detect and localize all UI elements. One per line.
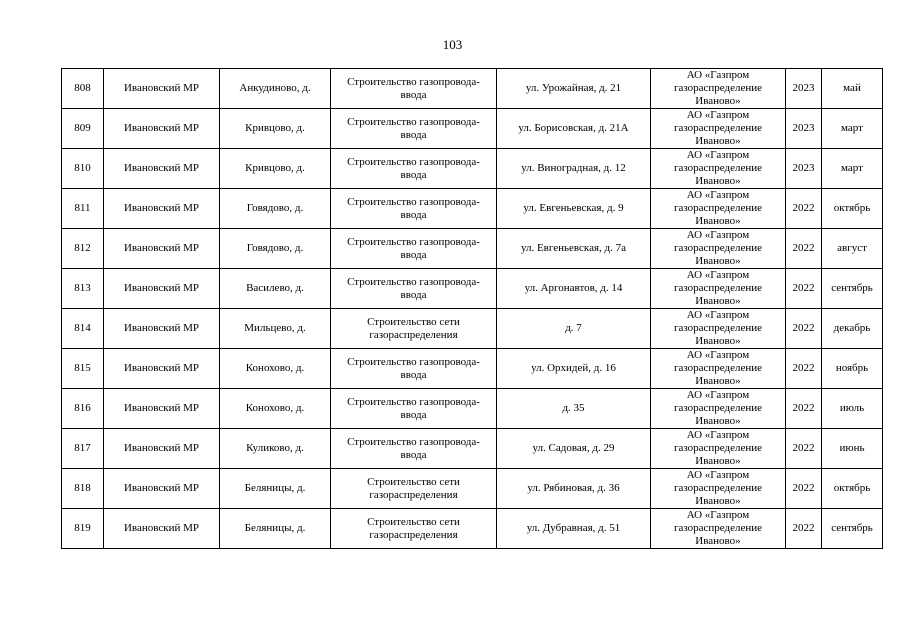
work-type-cell: Строительство газопровода- ввода xyxy=(331,109,497,149)
address-cell: ул. Садовая, д. 29 xyxy=(497,429,651,469)
month-cell: ноябрь xyxy=(822,349,883,389)
row-number: 811 xyxy=(62,189,104,229)
address-cell: ул. Аргонавтов, д. 14 xyxy=(497,269,651,309)
district-cell: Ивановский МР xyxy=(104,469,220,509)
work-type-cell: Строительство газопровода- ввода xyxy=(331,429,497,469)
year-cell: 2022 xyxy=(786,509,822,549)
month-cell: октябрь xyxy=(822,189,883,229)
district-cell: Ивановский МР xyxy=(104,349,220,389)
work-type-cell: Строительство сети газораспределения xyxy=(331,469,497,509)
work-type-cell: Строительство сети газораспределения xyxy=(331,509,497,549)
locality-cell: Конохово, д. xyxy=(220,349,331,389)
table-row xyxy=(62,69,883,109)
address-cell: д. 7 xyxy=(497,309,651,349)
month-cell: июль xyxy=(822,389,883,429)
address-cell: ул. Евгеньевская, д. 9 xyxy=(497,189,651,229)
year-cell: 2022 xyxy=(786,309,822,349)
table-row xyxy=(62,509,883,549)
work-type-cell: Строительство газопровода- ввода xyxy=(331,349,497,389)
address-cell: ул. Виноградная, д. 12 xyxy=(497,149,651,189)
work-type-cell: Строительство газопровода- ввода xyxy=(331,149,497,189)
owner-cell: АО «Газпром газораспределение Иваново» xyxy=(651,429,786,469)
table-row xyxy=(62,389,883,429)
row-number: 812 xyxy=(62,229,104,269)
locality-cell: Кривцово, д. xyxy=(220,149,331,189)
row-number: 816 xyxy=(62,389,104,429)
locality-cell: Анкудиново, д. xyxy=(220,69,331,109)
month-cell: сентябрь xyxy=(822,269,883,309)
owner-cell: АО «Газпром газораспределение Иваново» xyxy=(651,149,786,189)
locality-cell: Говядово, д. xyxy=(220,229,331,269)
locality-cell: Кривцово, д. xyxy=(220,109,331,149)
page-number: 103 xyxy=(442,37,463,52)
table-row xyxy=(62,149,883,189)
year-cell: 2023 xyxy=(786,109,822,149)
locality-cell: Василево, д. xyxy=(220,269,331,309)
year-cell: 2022 xyxy=(786,189,822,229)
row-number: 809 xyxy=(62,109,104,149)
year-cell: 2022 xyxy=(786,429,822,469)
row-number: 814 xyxy=(62,309,104,349)
district-cell: Ивановский МР xyxy=(104,149,220,189)
work-type-cell: Строительство газопровода- ввода xyxy=(331,69,497,109)
month-cell: март xyxy=(822,149,883,189)
month-cell: март xyxy=(822,109,883,149)
district-cell: Ивановский МР xyxy=(104,309,220,349)
table-row xyxy=(62,269,883,309)
table-body xyxy=(62,69,883,549)
table-row xyxy=(62,469,883,509)
owner-cell: АО «Газпром газораспределение Иваново» xyxy=(651,389,786,429)
address-cell: ул. Урожайная, д. 21 xyxy=(497,69,651,109)
month-cell: сентябрь xyxy=(822,509,883,549)
address-cell: ул. Евгеньевская, д. 7а xyxy=(497,229,651,269)
owner-cell: АО «Газпром газораспределение Иваново» xyxy=(651,469,786,509)
district-cell: Ивановский МР xyxy=(104,189,220,229)
work-type-cell: Строительство газопровода- ввода xyxy=(331,269,497,309)
address-cell: ул. Дубравная, д. 51 xyxy=(497,509,651,549)
month-cell: май xyxy=(822,69,883,109)
year-cell: 2023 xyxy=(786,69,822,109)
table-row xyxy=(62,189,883,229)
locality-cell: Куликово, д. xyxy=(220,429,331,469)
row-number: 817 xyxy=(62,429,104,469)
address-cell: ул. Орхидей, д. 16 xyxy=(497,349,651,389)
gasification-table xyxy=(61,68,883,549)
table-row xyxy=(62,429,883,469)
work-type-cell: Строительство газопровода- ввода xyxy=(331,229,497,269)
district-cell: Ивановский МР xyxy=(104,429,220,469)
owner-cell: АО «Газпром газораспределение Иваново» xyxy=(651,69,786,109)
row-number: 813 xyxy=(62,269,104,309)
address-cell: ул. Рябиновая, д. 36 xyxy=(497,469,651,509)
district-cell: Ивановский МР xyxy=(104,389,220,429)
table-row xyxy=(62,109,883,149)
month-cell: июнь xyxy=(822,429,883,469)
owner-cell: АО «Газпром газораспределение Иваново» xyxy=(651,229,786,269)
row-number: 818 xyxy=(62,469,104,509)
row-number: 819 xyxy=(62,509,104,549)
row-number: 815 xyxy=(62,349,104,389)
year-cell: 2022 xyxy=(786,349,822,389)
locality-cell: Говядово, д. xyxy=(220,189,331,229)
locality-cell: Беляницы, д. xyxy=(220,469,331,509)
month-cell: декабрь xyxy=(822,309,883,349)
owner-cell: АО «Газпром газораспределение Иваново» xyxy=(651,269,786,309)
district-cell: Ивановский МР xyxy=(104,509,220,549)
district-cell: Ивановский МР xyxy=(104,229,220,269)
address-cell: ул. Борисовская, д. 21А xyxy=(497,109,651,149)
district-cell: Ивановский МР xyxy=(104,269,220,309)
work-type-cell: Строительство газопровода- ввода xyxy=(331,389,497,429)
owner-cell: АО «Газпром газораспределение Иваново» xyxy=(651,109,786,149)
month-cell: август xyxy=(822,229,883,269)
locality-cell: Конохово, д. xyxy=(220,389,331,429)
table-row xyxy=(62,309,883,349)
address-cell: д. 35 xyxy=(497,389,651,429)
work-type-cell: Строительство газопровода- ввода xyxy=(331,189,497,229)
year-cell: 2022 xyxy=(786,389,822,429)
owner-cell: АО «Газпром газораспределение Иваново» xyxy=(651,189,786,229)
row-number: 808 xyxy=(62,69,104,109)
year-cell: 2022 xyxy=(786,229,822,269)
owner-cell: АО «Газпром газораспределение Иваново» xyxy=(651,509,786,549)
district-cell: Ивановский МР xyxy=(104,69,220,109)
year-cell: 2022 xyxy=(786,269,822,309)
owner-cell: АО «Газпром газораспределение Иваново» xyxy=(651,309,786,349)
table-row xyxy=(62,229,883,269)
locality-cell: Беляницы, д. xyxy=(220,509,331,549)
work-type-cell: Строительство сети газораспределения xyxy=(331,309,497,349)
locality-cell: Мильцево, д. xyxy=(220,309,331,349)
row-number: 810 xyxy=(62,149,104,189)
year-cell: 2023 xyxy=(786,149,822,189)
year-cell: 2022 xyxy=(786,469,822,509)
table-row xyxy=(62,349,883,389)
district-cell: Ивановский МР xyxy=(104,109,220,149)
month-cell: октябрь xyxy=(822,469,883,509)
owner-cell: АО «Газпром газораспределение Иваново» xyxy=(651,349,786,389)
